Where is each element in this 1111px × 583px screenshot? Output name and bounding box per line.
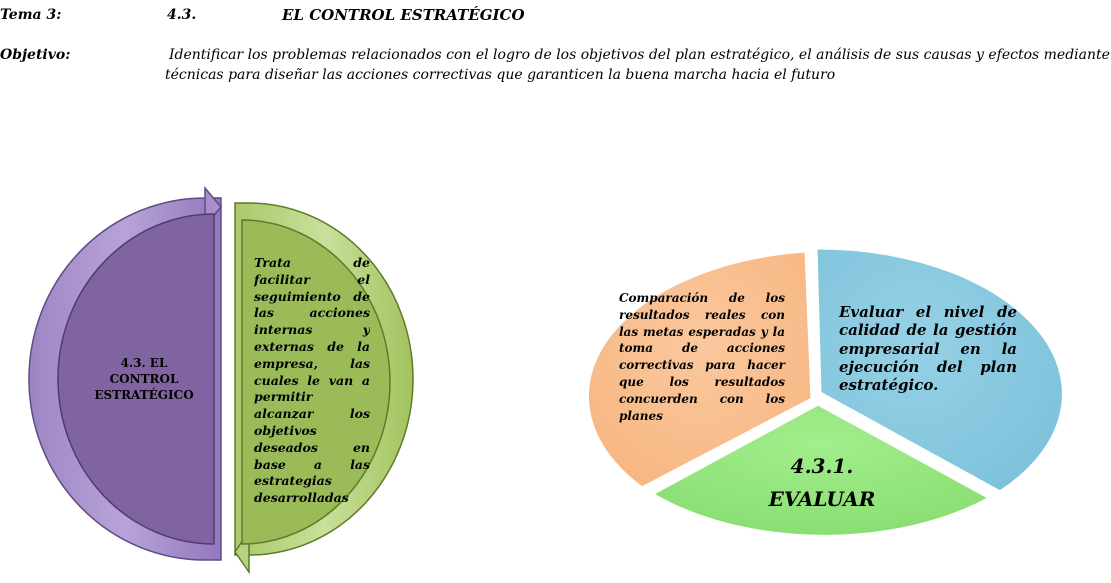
evaluar-number: 4.3.1. <box>790 454 854 478</box>
evaluar-title: EVALUAR <box>768 487 876 511</box>
objetivo-line-1: Identificar los problemas relacionados con el logro de los objetivos del plan estratégico, el análisis de sus causas y efectos mediante <box>169 47 1110 63</box>
objetivo-label: Objetivo: <box>0 47 71 63</box>
tema-number: 4.3. <box>167 7 197 23</box>
control-estrategico-label: 4.3. EL CONTROL ESTRATÉGICO <box>94 356 194 402</box>
pie-right-text: Evaluar el nivel de calidad de la gestión empresarial en la ejecución del plan estratégico. <box>839 303 1017 395</box>
tema-title: EL CONTROL ESTRATÉGICO <box>282 6 525 24</box>
control-description: Trata de facilitar el seguimiento de las acciones internas y externas de la empresa, las cuales le van a permitir alcanzar los objetivos deseados en base a las estrategias desarrolladas <box>254 255 370 506</box>
tema-label: Tema 3: <box>0 7 62 23</box>
pie-left-text: Comparación de los resultados reales con las metas esperadas y la toma de acciones correctivas para hacer que los resultados concuerden con los planes <box>619 291 785 423</box>
objetivo-line-2: técnicas para diseñar las acciones correctivas que garanticen la buena marcha hacia el futuro <box>165 67 836 83</box>
evaluar-label <box>742 450 902 516</box>
